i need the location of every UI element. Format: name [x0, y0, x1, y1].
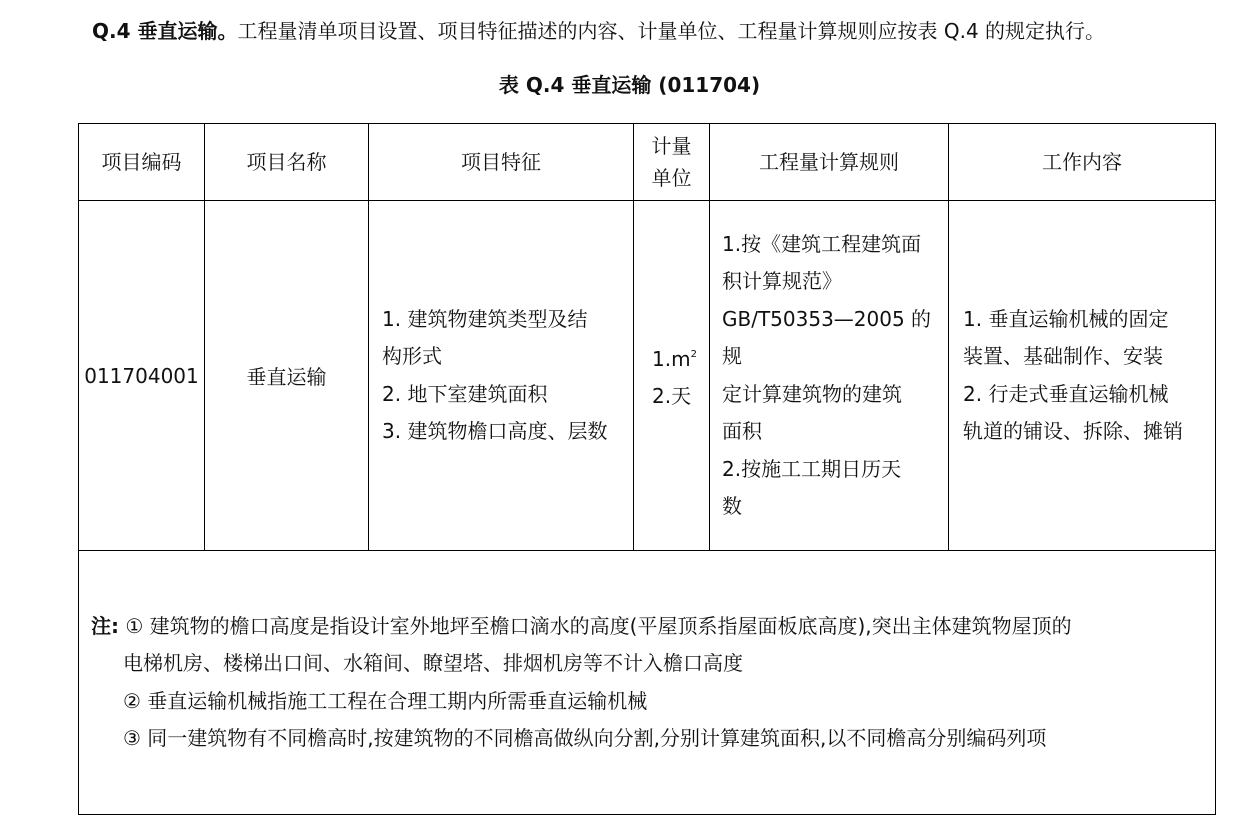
intro-paragraph: [92, 18, 1242, 44]
intro-lead: Q.4 垂直运输。: [92, 19, 238, 43]
notes-cell: [79, 551, 1216, 815]
notes-row: [79, 551, 1216, 815]
feature-line: 2. 地下室建筑面积: [382, 381, 548, 406]
header-row: [79, 124, 1216, 201]
rule-line: 1.按《建筑工程建筑面: [722, 231, 922, 256]
header-name: 项目名称: [205, 124, 369, 201]
rule-line: 2.按施工工期日历天: [722, 456, 902, 481]
header-features: 项目特征: [369, 124, 634, 201]
note-line-2: 电梯机房、楼梯出口间、水箱间、瞭望塔、排烟机房等不计入檐口高度: [123, 651, 743, 675]
header-unit-line-2: 单位: [651, 166, 692, 190]
header-work: 工作内容: [949, 124, 1216, 201]
cell-rules: [710, 201, 949, 551]
note-line-1: [91, 608, 1205, 646]
header-code: 项目编码: [79, 124, 205, 201]
rule-line: GB/T50353—2005 的规: [722, 306, 932, 368]
feature-line: 3. 建筑物檐口高度、层数: [382, 419, 608, 443]
cell-features: [369, 201, 634, 551]
spec-table: [78, 123, 1216, 815]
unit-1-sup: 2: [690, 348, 697, 360]
header-rules: 工程量计算规则: [710, 124, 949, 201]
work-line: 装置、基础制作、安装: [963, 344, 1163, 368]
rule-line: 积计算规范》: [722, 269, 842, 293]
note-line-3: ② 垂直运输机械指施工工程在合理工期内所需垂直运输机械: [123, 688, 648, 713]
work-line: 2. 行走式垂直运输机械: [963, 381, 1169, 406]
table-caption: 表 Q.4 垂直运输 (011704): [498, 73, 761, 97]
intro-text: 工程量清单项目设置、项目特征描述的内容、计量单位、工程量计算规则应按表 Q.4 的规定执行。: [237, 19, 1106, 43]
unit-line-2: 2.天: [652, 384, 692, 408]
work-line: 1. 垂直运输机械的固定: [963, 306, 1169, 331]
note-line-4: ③ 同一建筑物有不同檐高时,按建筑物的不同檐高做纵向分割,分别计算建筑面积,以不同檐高分别编码列项: [123, 726, 1047, 750]
feature-line: 构形式: [382, 344, 442, 368]
note-item: ① 建筑物的檐口高度是指设计室外地坪至檐口滴水的高度(平屋顶系指屋面板底高度),突出主体建筑物屋顶的: [125, 613, 1072, 638]
work-line: 轨道的铺设、拆除、摊销: [963, 419, 1183, 443]
table-row: [79, 201, 1216, 551]
feature-line: 1. 建筑物建筑类型及结: [382, 306, 588, 331]
rule-line: 定计算建筑物的建筑: [722, 381, 902, 406]
header-unit: [634, 124, 710, 201]
rule-line: 面积: [722, 419, 762, 443]
notes-label: 注:: [91, 613, 119, 638]
unit-1-main: m: [671, 346, 691, 371]
cell-name: 垂直运输: [205, 201, 369, 551]
rule-line: 数: [722, 494, 742, 518]
cell-unit: [634, 201, 710, 551]
cell-code: 011704001: [79, 201, 205, 551]
unit-line-1: [652, 336, 709, 379]
header-unit-line-1: 计量: [651, 134, 692, 158]
cell-work: [949, 201, 1216, 551]
unit-1-prefix: 1.: [652, 346, 672, 371]
